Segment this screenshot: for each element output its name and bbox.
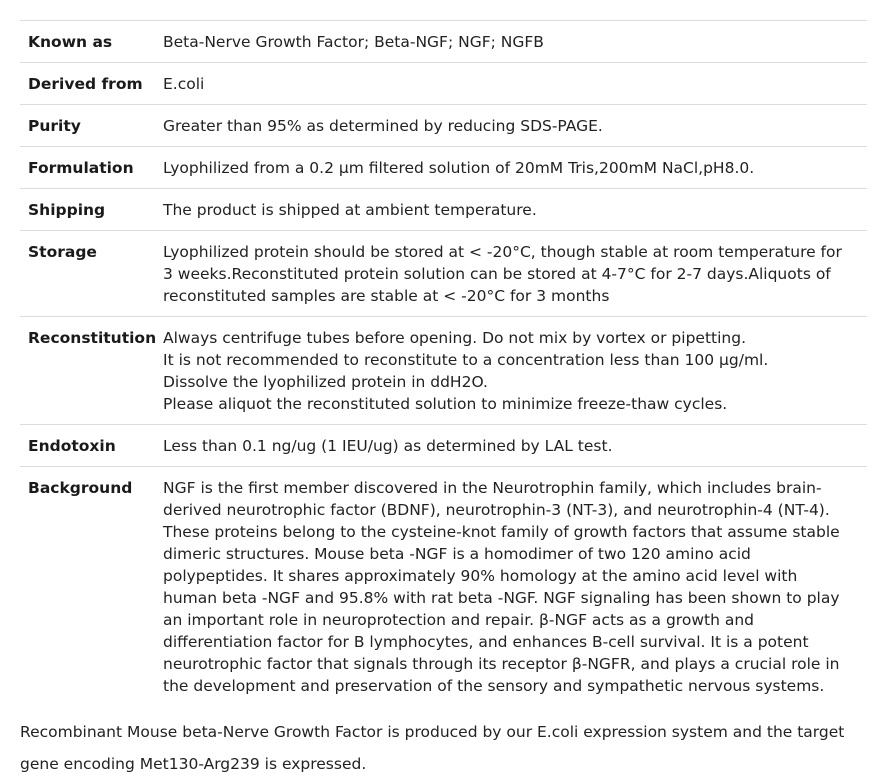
product-description: Recombinant Mouse beta-Nerve Growth Factor is produced by our E.coli expression system and the target gene encoding Met130-Arg239 is expressed. bbox=[20, 722, 845, 773]
spec-value: NGF is the first member discovered in the Neurotrophin family, which includes brain-derived neurotrophic factor (BDNF), neurotrophin-3 (NT-3), and neurotrophin-4 (NT-4). These proteins belong to the cysteine-knot family of growth factors that assume stable dimeric structures. Mouse beta -NGF is a homodimer of two 120 amino acid polypeptides. It shares approximately 90% homology at the amino acid level with human beta -NGF and 95.8% with rat beta -NGF. NGF signaling has been shown to play an important role in neuroprotection and repair. β-NGF acts as a growth and differentiation factor for B lymphocytes, and enhances B-cell survival. It is a potent neurotrophic factor that signals through its receptor β-NGFR, and plays a crucial role in the development and preservation of the sensory and sympathetic nervous systems. bbox=[163, 479, 840, 695]
spec-label: Storage bbox=[28, 243, 97, 261]
spec-value: Lyophilized from a 0.2 μm filtered solution of 20mM Tris,200mM NaCl,pH8.0. bbox=[163, 159, 755, 177]
reconstitution-line: It is not recommended to reconstitute to a concentration less than 100 μg/ml. bbox=[163, 351, 769, 369]
spec-label: Reconstitution bbox=[28, 329, 157, 347]
spec-row-reconstitution bbox=[20, 317, 867, 425]
spec-row-background bbox=[20, 467, 867, 707]
spec-value: Greater than 95% as determined by reducing SDS-PAGE. bbox=[163, 117, 603, 135]
spec-value: Less than 0.1 ng/ug (1 IEU/ug) as determined by LAL test. bbox=[163, 437, 613, 455]
spec-row-storage bbox=[20, 231, 867, 317]
spec-row-endotoxin bbox=[20, 425, 867, 467]
spec-value: Beta-Nerve Growth Factor; Beta-NGF; NGF; NGFB bbox=[163, 33, 544, 51]
product-spec-table bbox=[20, 20, 867, 706]
spec-label: Derived from bbox=[28, 75, 143, 93]
spec-value: The product is shipped at ambient temperature. bbox=[163, 201, 537, 219]
spec-row-derived-from bbox=[20, 63, 867, 105]
spec-value bbox=[163, 317, 867, 425]
spec-label: Background bbox=[28, 479, 133, 497]
spec-value: E.coli bbox=[163, 75, 205, 93]
spec-row-known-as bbox=[20, 21, 867, 63]
reconstitution-line: Dissolve the lyophilized protein in ddH2O. bbox=[163, 373, 488, 391]
spec-value: Lyophilized protein should be stored at < -20°C, though stable at room temperature for 3 weeks.Reconstituted protein solution can be stored at 4-7°C for 2-7 days.Aliquots of reconstituted samples are stable at < -20°C for 3 months bbox=[163, 243, 842, 305]
reconstitution-line: Please aliquot the reconstituted solution to minimize freeze-thaw cycles. bbox=[163, 395, 728, 413]
spec-label: Shipping bbox=[28, 201, 106, 219]
spec-row-formulation bbox=[20, 147, 867, 189]
reconstitution-line: Always centrifuge tubes before opening. Do not mix by vortex or pipetting. bbox=[163, 329, 746, 347]
spec-row-shipping bbox=[20, 189, 867, 231]
spec-row-purity bbox=[20, 105, 867, 147]
spec-label: Purity bbox=[28, 117, 81, 135]
spec-label: Known as bbox=[28, 33, 113, 51]
spec-label: Endotoxin bbox=[28, 437, 116, 455]
spec-label: Formulation bbox=[28, 159, 134, 177]
